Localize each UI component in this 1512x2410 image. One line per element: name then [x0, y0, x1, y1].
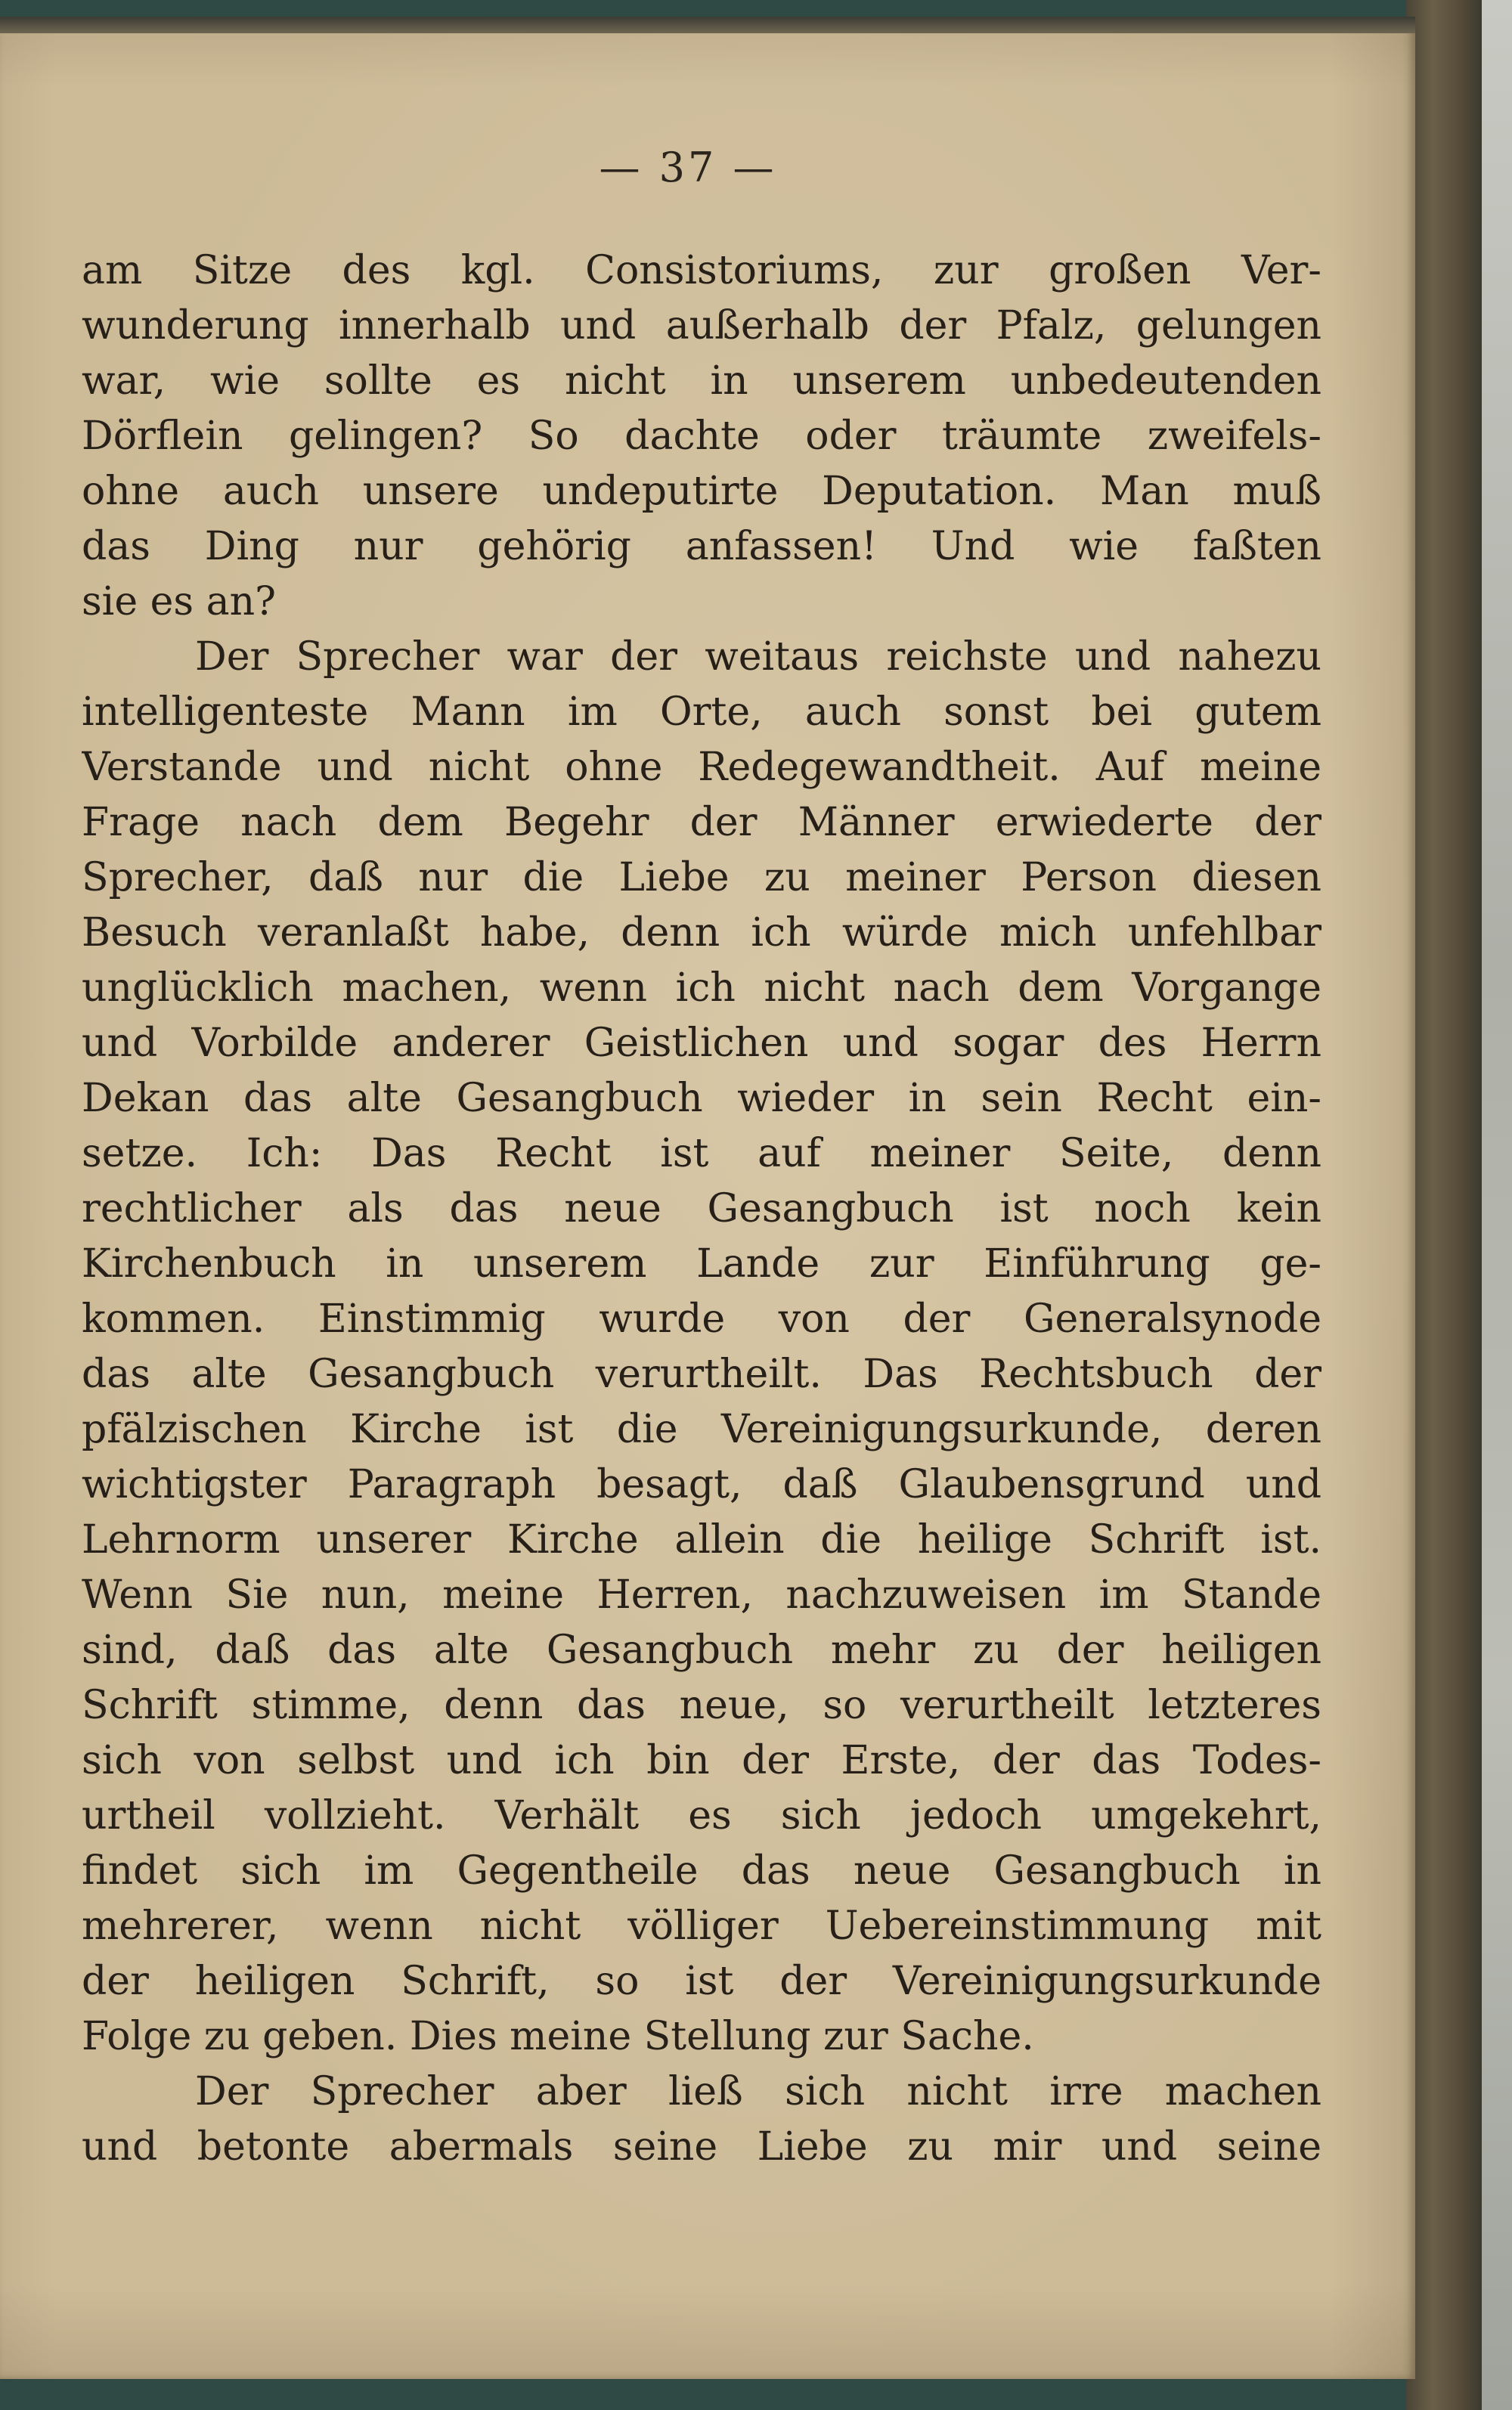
- text-line: Besuch veranlaßt habe, denn ich würde mich unfehlbar: [82, 910, 1321, 956]
- text-line: urtheil vollzieht. Verhält es sich jedoch umgekehrt,: [82, 1793, 1321, 1838]
- text-line: Folge zu geben. Dies meine Stellung zur Sache.: [82, 2014, 1034, 2059]
- text-line: wunderung innerhalb und außerhalb der Pfalz, gelungen: [82, 303, 1321, 348]
- text-line: Lehrnorm unserer Kirche allein die heilige Schrift ist.: [82, 1517, 1321, 1563]
- text-line: kommen. Einstimmig wurde von der Generalsynode: [82, 1296, 1321, 1342]
- text-line: war, wie sollte es nicht in unserem unbedeutenden: [82, 358, 1321, 404]
- page-top-edge: [0, 17, 1415, 33]
- text-line: Der Sprecher aber ließ sich nicht irre machen: [195, 2069, 1321, 2114]
- text-line: Der Sprecher war der weitaus reichste und nahezu: [195, 634, 1321, 680]
- text-line: Wenn Sie nun, meine Herren, nachzuweisen im Stande: [82, 1572, 1321, 1618]
- text-line: pfälzischen Kirche ist die Vereinigungsurkunde, deren: [82, 1407, 1321, 1452]
- text-line: Sprecher, daß nur die Liebe zu meiner Person diesen: [82, 855, 1321, 900]
- text-line: das Ding nur gehörig anfassen! Und wie faßten: [82, 524, 1321, 569]
- text-line: setze. Ich: Das Recht ist auf meiner Seite, denn: [82, 1131, 1321, 1176]
- text-line: Schrift stimme, denn das neue, so verurtheilt letzteres: [82, 1683, 1321, 1728]
- text-line: Kirchenbuch in unserem Lande zur Einführung ge-: [82, 1241, 1321, 1287]
- text-line: Frage nach dem Begehr der Männer erwiederte der: [82, 800, 1321, 845]
- text-line: und betonte abermals seine Liebe zu mir und seine: [82, 2124, 1321, 2170]
- text-line: Dekan das alte Gesangbuch wieder in sein Recht ein-: [82, 1076, 1321, 1121]
- text-line: sich von selbst und ich bin der Erste, der das Todes-: [82, 1738, 1321, 1783]
- text-line: ohne auch unsere undeputirte Deputation. Man muß: [82, 469, 1321, 514]
- text-line: findet sich im Gegentheile das neue Gesangbuch in: [82, 1848, 1321, 1894]
- text-line: unglücklich machen, wenn ich nicht nach dem Vorgange: [82, 965, 1321, 1011]
- text-line: sie es an?: [82, 579, 276, 624]
- background-surface: [1478, 0, 1512, 2410]
- text-line: der heiligen Schrift, so ist der Vereinigungsurkunde: [82, 1959, 1321, 2004]
- text-line: sind, daß das alte Gesangbuch mehr zu der heiligen: [82, 1628, 1321, 1673]
- book-page-edges: [1406, 0, 1482, 2410]
- text-line: intelligenteste Mann im Orte, auch sonst bei gutem: [82, 689, 1321, 735]
- text-line: wichtigster Paragraph besagt, daß Glaubensgrund und: [82, 1462, 1321, 1507]
- text-line: Verstande und nicht ohne Redegewandtheit. Auf meine: [82, 745, 1321, 790]
- text-line: und Vorbilde anderer Geistlichen und sogar des Herrn: [82, 1021, 1321, 1066]
- text-line: am Sitze des kgl. Consistoriums, zur großen Ver-: [82, 248, 1321, 293]
- text-line: das alte Gesangbuch verurtheilt. Das Rechtsbuch der: [82, 1352, 1321, 1397]
- text-line: Dörflein gelingen? So dachte oder träumte zweifels-: [82, 414, 1321, 459]
- page-number: — 37 —: [599, 144, 777, 191]
- text-line: rechtlicher als das neue Gesangbuch ist noch kein: [82, 1186, 1321, 1231]
- body-text: [82, 243, 1321, 2175]
- book-page: [0, 17, 1415, 2379]
- text-line: mehrerer, wenn nicht völliger Uebereinstimmung mit: [82, 1904, 1321, 1949]
